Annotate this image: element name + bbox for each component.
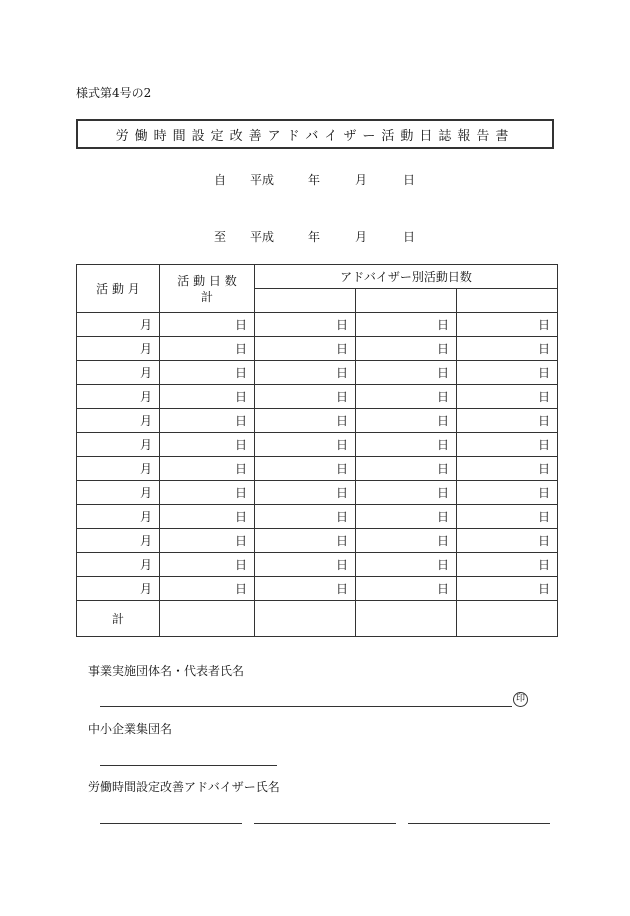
table-row	[77, 481, 558, 505]
period-from-era: 平成	[250, 173, 275, 187]
table-row	[77, 409, 558, 433]
days-total-cell[interactable]: 日	[160, 385, 255, 409]
table-row	[77, 337, 558, 361]
advisor-days-cell[interactable]: 日	[356, 553, 457, 577]
table-row	[77, 457, 558, 481]
advisor-days-cell[interactable]: 日	[457, 529, 558, 553]
period-from-month: 月	[355, 173, 368, 187]
advisor-days-cell[interactable]: 日	[255, 505, 356, 529]
advisor-days-cell[interactable]: 日	[255, 457, 356, 481]
advisor-days-cell[interactable]: 日	[255, 409, 356, 433]
header-activity-days-total: 活 動 日 数 計	[160, 265, 255, 313]
advisor-days-cell[interactable]: 日	[457, 337, 558, 361]
document-title	[76, 119, 554, 149]
header-advisor-days: アドバイザー別活動日数	[255, 265, 558, 289]
advisor-name-cell[interactable]	[255, 289, 356, 313]
days-total-cell[interactable]: 日	[160, 505, 255, 529]
table-row	[77, 361, 558, 385]
period-from-year: 年	[308, 173, 321, 187]
advisor-days-cell[interactable]: 日	[457, 409, 558, 433]
days-total-cell[interactable]: 日	[160, 313, 255, 337]
advisor-days-cell[interactable]: 日	[457, 505, 558, 529]
days-total-cell[interactable]: 日	[160, 457, 255, 481]
activity-table	[76, 264, 558, 637]
advisor-days-cell[interactable]: 日	[356, 433, 457, 457]
advisor-name-line-2[interactable]	[254, 823, 396, 824]
advisor-days-cell[interactable]: 日	[356, 577, 457, 601]
advisor-days-cell[interactable]: 日	[255, 529, 356, 553]
org-name-line[interactable]	[100, 706, 512, 707]
advisor-days-cell[interactable]: 日	[457, 433, 558, 457]
advisor-days-cell[interactable]: 日	[457, 385, 558, 409]
advisor-days-cell[interactable]: 日	[457, 361, 558, 385]
month-cell[interactable]: 月	[77, 337, 160, 361]
advisor-days-cell[interactable]: 日	[457, 481, 558, 505]
table-row	[77, 433, 558, 457]
period-to-month: 月	[355, 230, 368, 244]
month-cell[interactable]: 月	[77, 433, 160, 457]
table-row	[77, 577, 558, 601]
advisor-days-cell[interactable]: 日	[356, 361, 457, 385]
advisor-days-cell[interactable]: 日	[356, 457, 457, 481]
advisor-days-cell[interactable]: 日	[255, 361, 356, 385]
days-total-cell[interactable]: 日	[160, 433, 255, 457]
month-cell[interactable]: 月	[77, 457, 160, 481]
period-to-prefix: 至	[214, 230, 227, 244]
table-row	[77, 313, 558, 337]
header-activity-month: 活 動 月	[77, 265, 160, 313]
month-cell[interactable]: 月	[77, 361, 160, 385]
period-from-prefix: 自	[214, 173, 227, 187]
table-row	[77, 529, 558, 553]
month-cell[interactable]: 月	[77, 313, 160, 337]
title-text: 労働時間設定改善アドバイザー活動日誌報告書	[115, 128, 515, 144]
advisor-days-cell[interactable]: 日	[356, 505, 457, 529]
period-to-era: 平成	[250, 230, 275, 244]
days-total-cell[interactable]: 日	[160, 409, 255, 433]
form-number: 様式第4号の2	[76, 86, 152, 100]
advisor-days-cell[interactable]: 日	[356, 529, 457, 553]
advisor-days-cell[interactable]: 日	[255, 433, 356, 457]
days-total-cell[interactable]: 日	[160, 553, 255, 577]
advisor-name-cell[interactable]	[356, 289, 457, 313]
month-cell[interactable]: 月	[77, 529, 160, 553]
month-cell[interactable]: 月	[77, 505, 160, 529]
period-from-day: 日	[403, 173, 416, 187]
advisor-label: 労働時間設定改善アドバイザー氏名	[88, 780, 280, 794]
advisor-name-cell[interactable]	[457, 289, 558, 313]
group-label: 中小企業集団名	[88, 722, 173, 736]
advisor-days-cell[interactable]: 日	[356, 409, 457, 433]
period-to-year: 年	[308, 230, 321, 244]
month-cell[interactable]: 月	[77, 553, 160, 577]
advisor-days-cell[interactable]: 日	[356, 481, 457, 505]
advisor-days-cell[interactable]: 日	[457, 553, 558, 577]
days-total-cell[interactable]: 日	[160, 529, 255, 553]
total-cell[interactable]	[255, 601, 356, 637]
days-total-cell[interactable]: 日	[160, 577, 255, 601]
advisor-days-cell[interactable]: 日	[356, 313, 457, 337]
month-cell[interactable]: 月	[77, 385, 160, 409]
advisor-days-cell[interactable]: 日	[255, 577, 356, 601]
total-cell[interactable]	[356, 601, 457, 637]
advisor-days-cell[interactable]: 日	[457, 313, 558, 337]
total-label: 計	[77, 601, 160, 637]
advisor-days-cell[interactable]: 日	[255, 337, 356, 361]
days-total-cell[interactable]: 日	[160, 337, 255, 361]
total-cell[interactable]	[160, 601, 255, 637]
days-total-cell[interactable]: 日	[160, 481, 255, 505]
advisor-days-cell[interactable]: 日	[255, 481, 356, 505]
advisor-days-cell[interactable]: 日	[356, 337, 457, 361]
month-cell[interactable]: 月	[77, 481, 160, 505]
seal-icon: 印	[513, 692, 528, 707]
advisor-days-cell[interactable]: 日	[356, 385, 457, 409]
advisor-days-cell[interactable]: 日	[255, 313, 356, 337]
table-row	[77, 385, 558, 409]
advisor-days-cell[interactable]: 日	[255, 553, 356, 577]
org-label: 事業実施団体名・代表者氏名	[88, 664, 245, 678]
advisor-days-cell[interactable]: 日	[457, 457, 558, 481]
total-cell[interactable]	[457, 601, 558, 637]
days-total-cell[interactable]: 日	[160, 361, 255, 385]
table-row	[77, 553, 558, 577]
advisor-name-line-3[interactable]	[408, 823, 550, 824]
advisor-days-cell[interactable]: 日	[457, 577, 558, 601]
group-name-line[interactable]	[100, 765, 277, 766]
period-to-day: 日	[403, 230, 416, 244]
advisor-days-cell[interactable]: 日	[255, 385, 356, 409]
month-cell[interactable]: 月	[77, 577, 160, 601]
month-cell[interactable]: 月	[77, 409, 160, 433]
advisor-name-line-1[interactable]	[100, 823, 242, 824]
table-row	[77, 505, 558, 529]
